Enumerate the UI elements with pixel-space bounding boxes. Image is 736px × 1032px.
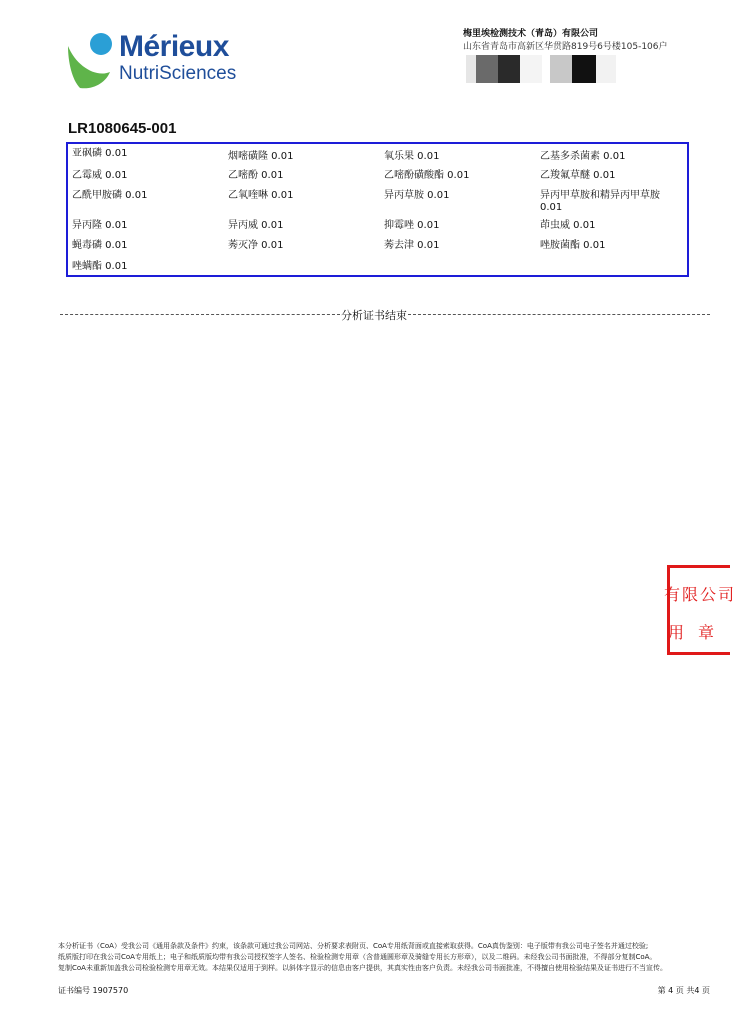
analyte-cell: 唑胺菌酯 0.01 — [540, 240, 606, 251]
footer-line-3: 复制CoA未重新加盖我公司检验检测专用章无效。本结果仅适用于到样。以斜体字显示的信息由客户提供，其真实性由客户负责。未经我公司书面批准，不得擅自使用检验结果及证书进行不当宣传。 — [58, 964, 667, 972]
stamp-text-line2: 用章 — [668, 623, 729, 642]
company-logo — [66, 30, 256, 92]
analyte-cell: 异丙威 0.01 — [228, 220, 284, 231]
analyte-cell: 乙基多杀菌素 0.01 — [540, 151, 626, 162]
divider-dash-left — [60, 314, 340, 315]
analyte-cell: 乙羧氟草醚 0.01 — [540, 170, 616, 181]
analyte-cell: 乙嘧酚 0.01 — [228, 170, 284, 181]
analyte-cell: 莠灭净 0.01 — [228, 240, 284, 251]
end-of-certificate-divider — [60, 307, 710, 321]
redacted-block — [466, 55, 616, 83]
end-of-certificate-label: 分析证书结束 — [341, 309, 407, 322]
analyte-cell: 蝇毒磷 0.01 — [72, 240, 128, 251]
analyte-cell: 异丙草胺 0.01 — [384, 190, 450, 201]
analyte-cell: 乙霉威 0.01 — [72, 170, 128, 181]
analyte-cell: 乙氧喹啉 0.01 — [228, 190, 294, 201]
analyte-cell: 烟嘧磺隆 0.01 — [228, 151, 294, 162]
analyte-cell: 亚砜磷 0.01 — [72, 148, 128, 159]
company-info — [463, 28, 668, 54]
analyte-cell: 茚虫威 0.01 — [540, 220, 596, 231]
analyte-cell: 抑霉唑 0.01 — [384, 220, 440, 231]
page-number: 第 4 页 共4 页 — [657, 986, 710, 995]
certificate-number: 证书编号 1907570 — [58, 986, 129, 995]
divider-dash-right — [408, 314, 710, 315]
official-stamp — [664, 565, 736, 655]
logo-mark-icon — [66, 30, 118, 92]
analyte-cell: 异丙隆 0.01 — [72, 220, 128, 231]
footer-line-2: 纸质版打印在我公司CoA专用纸上；电子和纸质版均带有我公司授权签字人签名、检验检测专用章（含普通圆形章及骑缝专用长方形章），以及二维码。未经我公司书面批准，不得部分复制CoA。 — [58, 953, 657, 961]
analyte-cell: 氧乐果 0.01 — [384, 151, 440, 162]
brand-name-line1: Mérieux — [119, 30, 229, 63]
analyte-table — [66, 142, 689, 277]
analyte-cell: 异丙甲草胺和精异丙甲草胺 0.01 — [540, 190, 660, 213]
footer-disclaimer — [58, 941, 708, 974]
analyte-cell: 唑螨酯 0.01 — [72, 261, 128, 272]
footer-line-1: 本分析证书（CoA）受我公司《通用条款及条件》约束，该条款可通过我公司网站、分析要求表附页、CoA专用纸背面或直接索取获得。CoA真伪鉴别：电子版带有我公司电子签名并通过校验; — [58, 942, 649, 950]
analyte-cell: 乙酰甲胺磷 0.01 — [72, 190, 148, 201]
stamp-text-line1: 有限公司 — [664, 585, 736, 604]
company-name: 梅里埃检测技术（青岛）有限公司 — [463, 29, 599, 39]
company-address: 山东省青岛市高新区华贯路819号6号楼105-106户 — [463, 42, 668, 52]
brand-name-line2: NutriSciences — [119, 63, 237, 84]
analyte-cell: 乙嘧酚磺酸酯 0.01 — [384, 170, 470, 181]
report-id: LR1080645-001 — [68, 120, 177, 137]
analyte-cell: 莠去津 0.01 — [384, 240, 440, 251]
